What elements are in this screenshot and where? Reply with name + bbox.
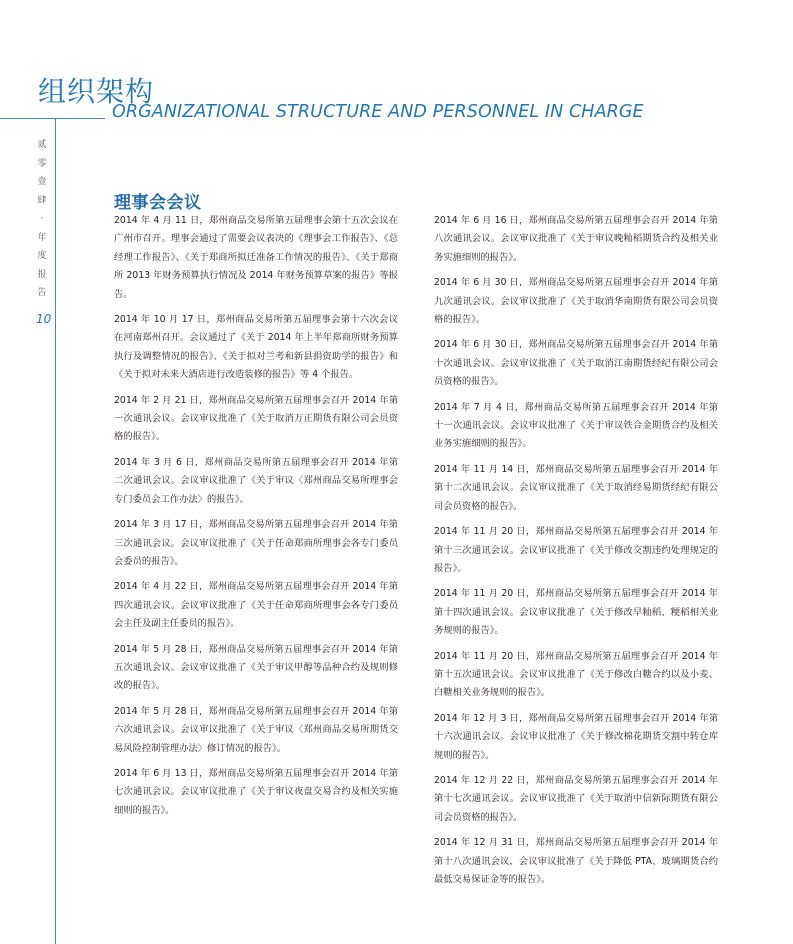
section-heading: 理事会会议 [114, 193, 202, 213]
side-char: 年 [37, 232, 47, 243]
meeting-paragraph: 2014 年 4 月 11 日，郑州商品交易所第五届理事会第十五次会议在广州市召开。理事会通过了需要会议表决的《理事会工作报告》、《总经理工作报告》、《关于郑商所拟迁准备工作情况的报告》、《关于郑商所 2013 年财务预算执行情况及 2014 年财务预算草案的报告》等报告。 [114, 215, 398, 300]
page-title-chinese: 组织架构 [38, 75, 155, 108]
meeting-paragraph: 2014 年 11 月 20 日，郑州商品交易所第五届理事会召开 2014 年第十四次通讯会议。会议审议批准了《关于修改早籼稻、粳稻相关业务规则的报告》。 [434, 588, 718, 637]
meeting-paragraph: 2014 年 6 月 30 日，郑州商品交易所第五届理事会召开 2014 年第九次通讯会议。会议审议批准了《关于取消华南期货有限公司会员资格的报告》。 [434, 277, 718, 326]
side-char: 贰 [37, 140, 47, 150]
side-char: 壹 [37, 177, 47, 187]
meeting-paragraph: 2014 年 11 月 20 日，郑州商品交易所第五届理事会召开 2014 年第十五次通讯会议。会议审议批准了《关于修改白糖合约以及小麦、白糖相关业务规则的报告》。 [434, 650, 718, 699]
meeting-paragraph: 2014 年 11 月 14 日，郑州商品交易所第五届理事会召开 2014 年第十二次通讯会议。会议审议批准了《关于取消经易期货经纪有限公司会员资格的报告》。 [434, 463, 718, 512]
meeting-paragraph: 2014 年 3 月 17 日，郑州商品交易所第五届理事会召开 2014 年第三次通讯会议。会议审议批准了《关于任命郑商所理事会各专门委员会委员的报告》。 [114, 519, 398, 567]
meeting-paragraph: 2014 年 11 月 20 日，郑州商品交易所第五届理事会召开 2014 年第十三次通讯会议。会议审议批准了《关于修改交割违约处理规定的报告》。 [434, 526, 718, 574]
page-number: 10 [36, 312, 52, 326]
side-char: 零 [37, 158, 47, 169]
meeting-paragraph: 2014 年 7 月 4 日，郑州商品交易所第五届理事会召开 2014 年第十一次通讯会议。会议审议批准了《关于审议铁合金期货合约及相关业务实施细则的报告》。 [434, 401, 718, 450]
meeting-paragraph: 2014 年 12 月 22 日，郑州商品交易所第五届理事会召开 2014 年第十七次通讯会议。会议审议批准了《关于取消中信新际期货有限公司会员资格的报告》。 [434, 774, 718, 823]
meeting-paragraph: 2014 年 3 月 6 日，郑州商品交易所第五届理事会召开 2014 年第二次通讯会议。会议审议批准了《关于审议〈郑州商品交易所理事会专门委员会工作办法〉的报告》。 [114, 456, 398, 505]
margin-vertical-rule [55, 118, 56, 944]
meeting-paragraph: 2014 年 5 月 28 日，郑州商品交易所第五届理事会召开 2014 年第五次通讯会议。会议审议批准了《关于审议甲醇等品种合约及规则修改的报告》。 [114, 643, 398, 692]
meeting-paragraph: 2014 年 12 月 3 日，郑州商品交易所第五届理事会召开 2014 年第十六次通讯会议。会议审议批准了《关于修改棉花期货交割中转仓库规则的报告》。 [434, 712, 718, 761]
meeting-paragraph: 2014 年 10 月 17 日，郑州商品交易所第五届理事会第十六次会议在河南郑州召开。会议通过了《关于 2014 年上半年郑商所财务预算执行及调整情况的报告》、《关于拟对兰考和新县捐资助学的报告》和《关于拟对未来大酒店进行改造装修的报告》等 4 个报告。 [114, 314, 398, 381]
side-char: 告 [37, 288, 47, 298]
annual-report-side-label [36, 136, 48, 303]
side-char: 报 [37, 269, 47, 280]
meeting-paragraph: 2014 年 6 月 13 日，郑州商品交易所第五届理事会召开 2014 年第七次通讯会议。会议审议批准了《关于审议夜盘交易合约及相关实施细则的报告》。 [114, 767, 398, 816]
meeting-paragraph: 2014 年 6 月 30 日，郑州商品交易所第五届理事会召开 2014 年第十次通讯会议。会议审议批准了《关于取消江南期货经纪有限公司会员资格的报告》。 [434, 339, 718, 388]
side-char: 肆 [37, 195, 47, 206]
header-horizontal-rule [0, 118, 105, 119]
page-title-english: ORGANIZATIONAL STRUCTURE AND PERSONNEL IN CHARGE [112, 102, 644, 122]
meeting-paragraph: 2014 年 5 月 28 日，郑州商品交易所第五届理事会召开 2014 年第六次通讯会议。会议审议批准了《关于审议〈郑州商品交易所期货交易风险控制管理办法〉修订情况的报告》。 [114, 705, 398, 754]
meeting-paragraph: 2014 年 2 月 21 日，郑州商品交易所第五届理事会召开 2014 年第一次通讯会议。会议审议批准了《关于取消万正期货有限公司会员资格的报告》。 [114, 394, 398, 443]
meeting-paragraph: 2014 年 12 月 31 日，郑州商品交易所第五届理事会召开 2014 年第十八次通讯会议，会议审议批准了《关于降低 PTA、玻璃期货合约最低交易保证金等的报告》。 [434, 837, 718, 885]
right-text-column [434, 212, 718, 896]
left-text-column [114, 212, 398, 827]
side-char: 度 [37, 251, 47, 261]
side-char: · [40, 214, 44, 224]
meeting-paragraph: 2014 年 4 月 22 日，郑州商品交易所第五届理事会召开 2014 年第四次通讯会议。会议审议批准了《关于任命郑商所理事会各专门委员会主任及副主任委员的报告》。 [114, 581, 398, 630]
meeting-paragraph: 2014 年 6 月 16 日，郑州商品交易所第五届理事会召开 2014 年第八次通讯会议。会议审议批准了《关于审议晚籼稻期货合约及相关业务实施细则的报告》。 [434, 215, 718, 263]
